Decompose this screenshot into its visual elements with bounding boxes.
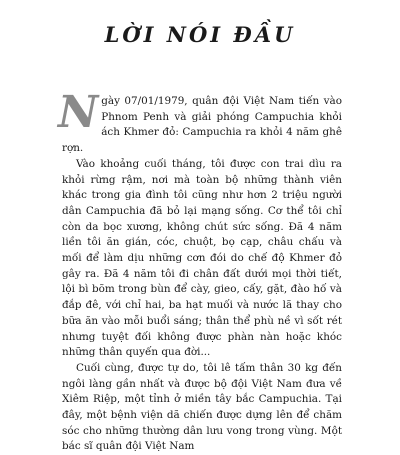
paragraph-2: Vào khoảng cuối tháng, tôi được con trai dìu ra khỏi rừng rậm, nơi mà toàn bộ những thành viên khác trong gia đình tôi cũng như hơn 2 triệu người dân Campuchia đã bỏ lại mạng sống. Cơ thể tôi chỉ còn da bọc xương, không chút sức sống. Đã 4 năm liền tôi ăn gián, cóc, chuột, bọ cạp, châu chấu và mối để làm dịu những cơn đói do chế độ Khmer đỏ gây ra. Đã 4 năm tôi đi chân đất dưới mọi thời tiết, lội bì bõm trong bùn để cày, gieo, cấy, gặt, đào hố và đắp đê, với chỉ hai, ba hạt muối và nước lã thay cho bữa ăn vào mỗi buổi sáng; thân thể phù nề vì sốt rét nhưng tuyệt đối không được phàn nàn hoặc khóc những thân quyến qua đời... [62, 157, 342, 359]
body-text [58, 87, 342, 455]
page-title: LỜI NÓI ĐẦU [104, 22, 296, 47]
paragraph-3: Cuối cùng, được tự do, tôi lê tấm thân 30 kg đến ngôi làng gần nhất và được bộ đội Việt Nam đưa về Xiêm Riệp, một tỉnh ở miền tây bắc Campuchia. Tại đây, một bệnh viện dã chiến được dựng lên để chăm sóc cho những thường dân lưu vong trong vùng. Một bác sĩ quân đội Việt Nam [62, 361, 342, 453]
paragraph-1 [58, 87, 342, 157]
paragraph-1-text: gày 07/01/1979, quân đội Việt Nam tiến vào Phnom Penh và giải phóng Campuchia khỏi ách Khmer đỏ: Campuchia ra khỏi 4 năm ghê rợn. [62, 95, 342, 155]
drop-cap: N [58, 87, 99, 138]
